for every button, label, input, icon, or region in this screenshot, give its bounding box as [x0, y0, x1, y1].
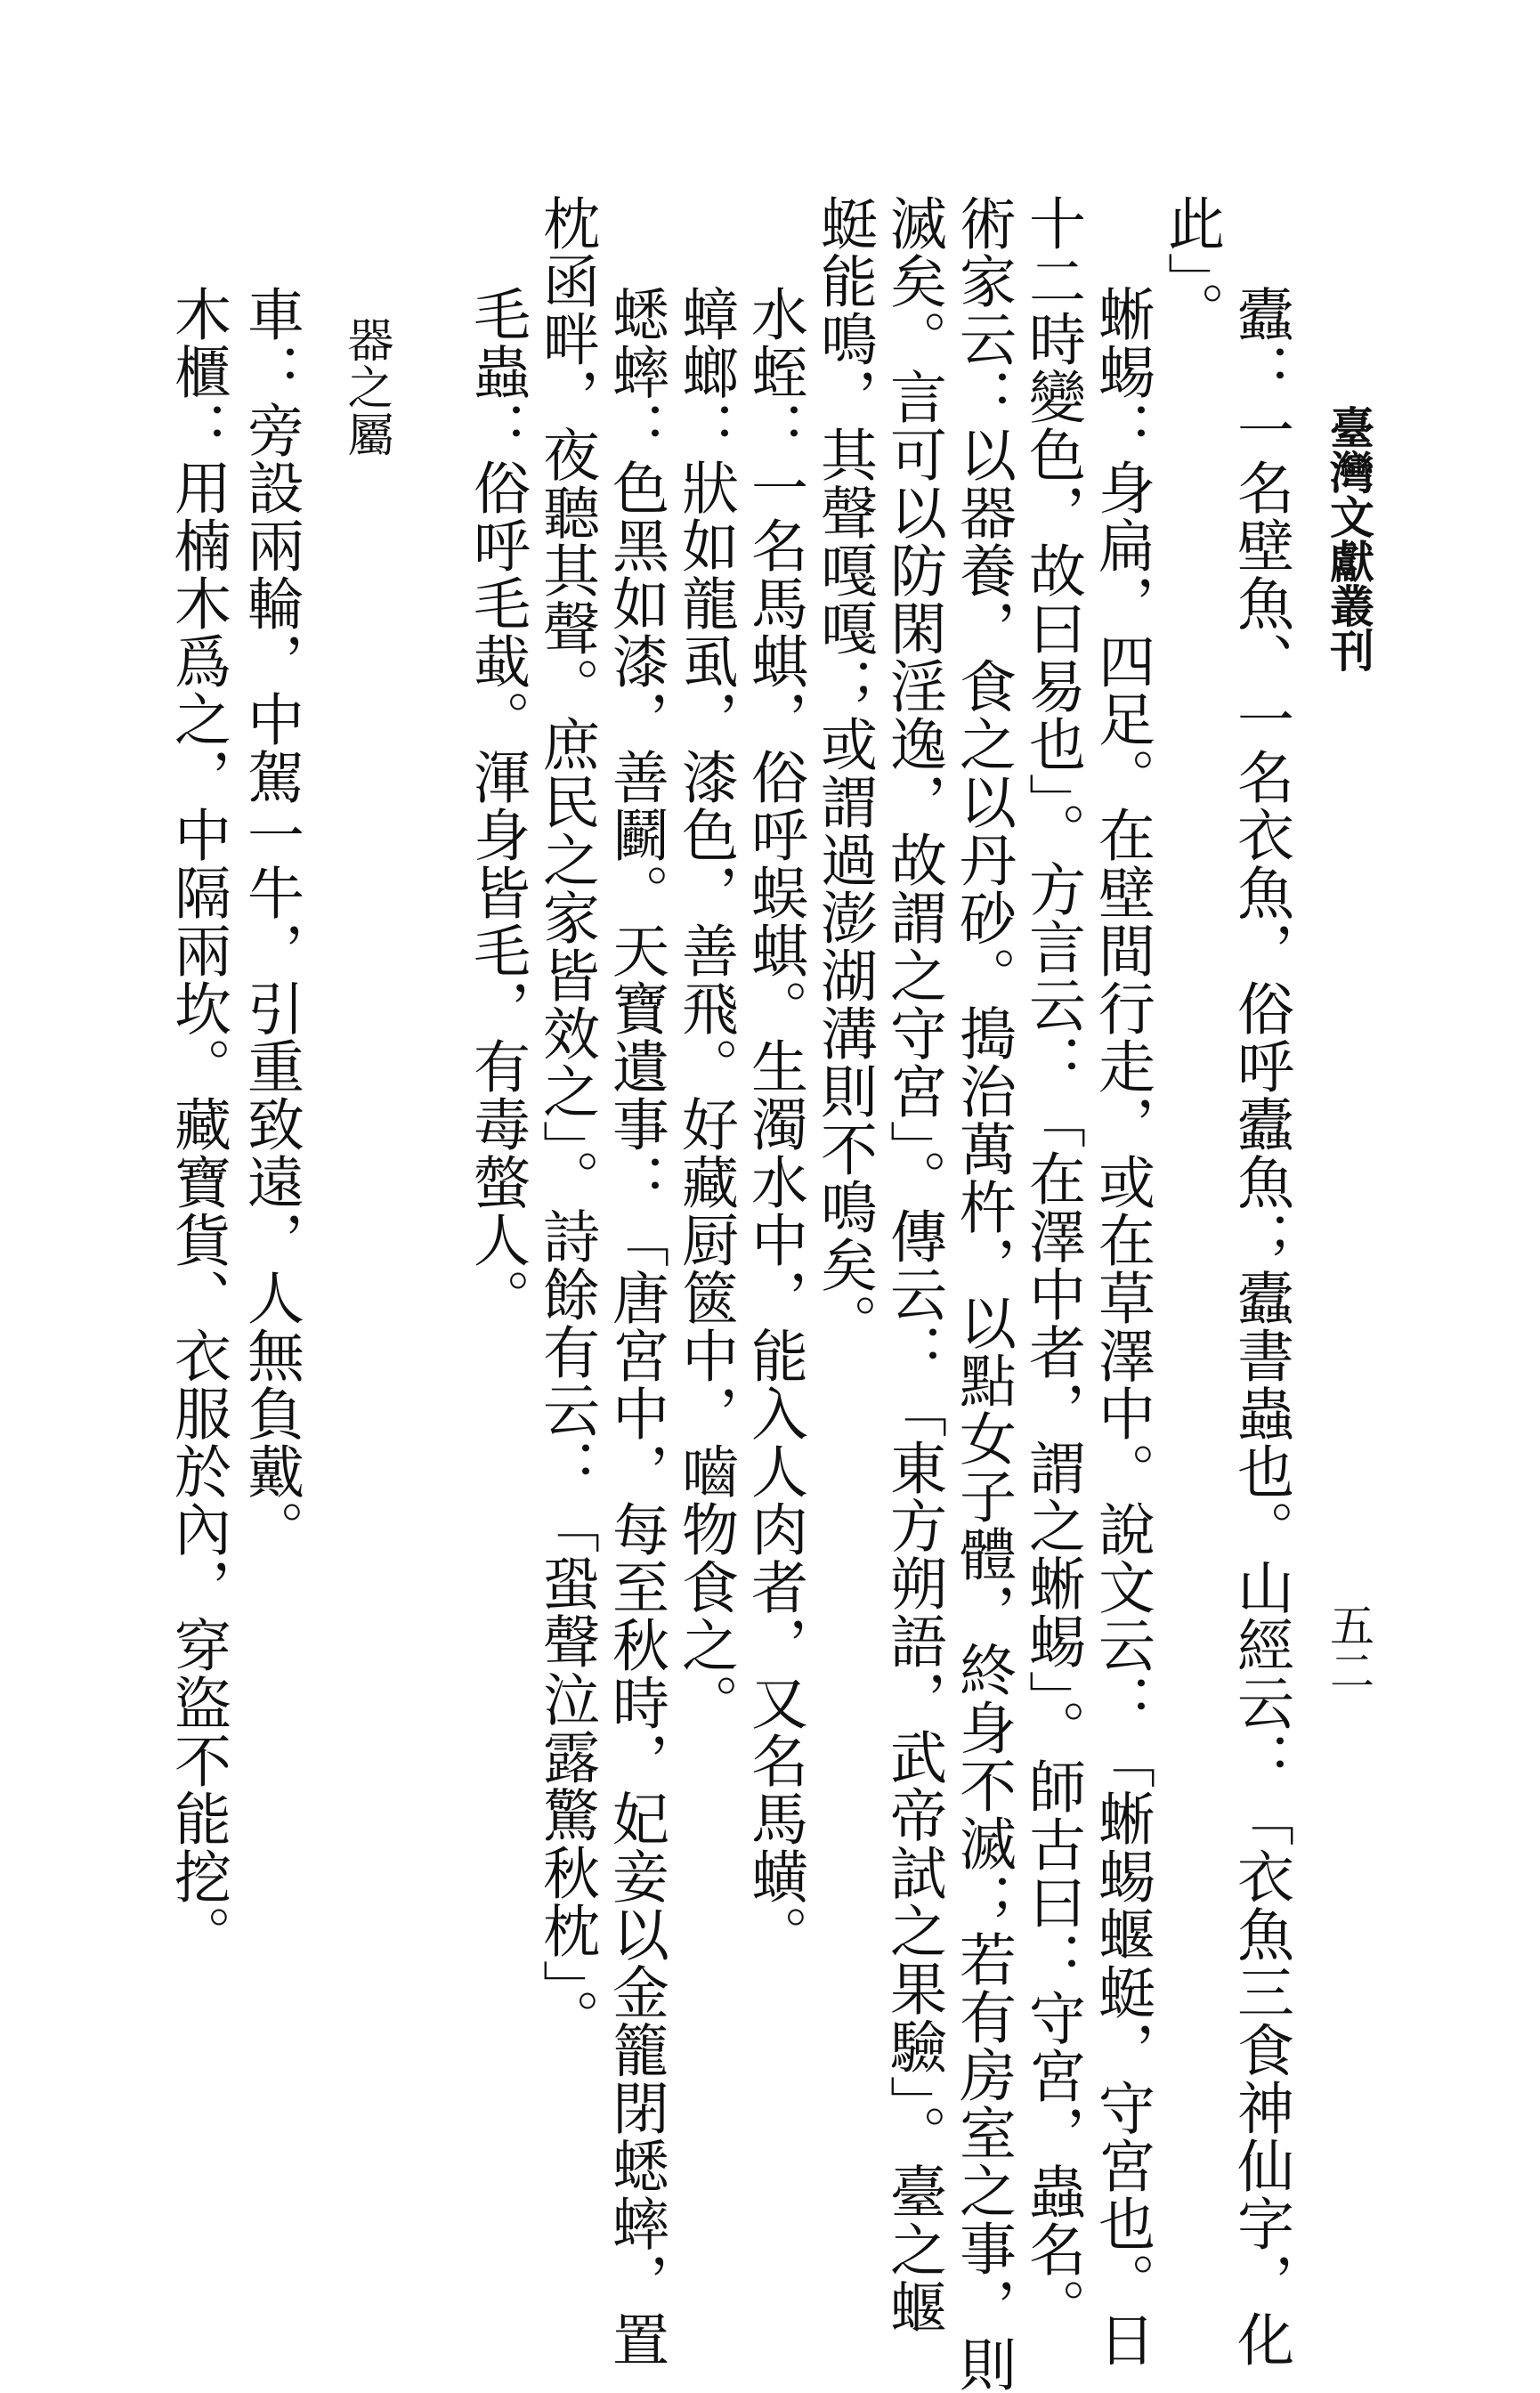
page-number: 五二 — [1323, 1602, 1374, 1693]
text-column: 蜥蜴：身扁，四足。在壁間行走，或在草澤中。說文云：「蜥蜴蝘蜓，守宮也。日 — [1089, 285, 1155, 2368]
text-column: 蜓能鳴，其聲嘎嘎；或謂過澎湖溝則不鳴矣。 — [811, 194, 877, 1351]
text-column: 術家云：以器養，食之以丹砂。搗治萬杵，以點女子體，終身不滅；若有房室之事，則 — [950, 194, 1016, 2393]
section-heading: 器之屬 — [339, 316, 393, 458]
text-column: 枕函畔，夜聽其聲。庶民之家皆效之」。詩餘有云：「蛩聲泣露驚秋枕」。 — [533, 194, 599, 2047]
text-column: 蟑螂：狀如龍虱，漆色，善飛。好藏厨篋中，嚙物食之。 — [672, 285, 738, 1732]
text-column: 滅矣。言可以防閑淫逸，故謂之守宮」。傳云：「東方朔語，武帝試之果驗」。臺之蝘 — [880, 194, 946, 2336]
text-column: 木櫃：用楠木爲之，中隔兩坎。藏寶貨、衣服於內，穿盜不能挖。 — [165, 285, 231, 1963]
text-column: 蟋蟀：色黑如漆，善鬬。天寶遺事：「唐宮中，每至秋時，妃妾以金籠閉蟋蟀，置 — [603, 285, 669, 2368]
text-column: 此」。 — [1158, 194, 1224, 339]
text-column: 水蛭：一名馬蜞，俗呼蜈蜞。生濁水中，能入人肉者，又名馬蟥。 — [742, 285, 807, 1963]
text-column: 毛蟲：俗呼毛蛓。渾身皆毛，有毒螫人。 — [464, 285, 530, 1326]
text-column: 蠹：一名壁魚、一名衣魚，俗呼蠹魚；蠹書蟲也。山經云：「衣魚三食神仙字，化 — [1228, 285, 1293, 2368]
text-column: 十二時變色，故曰易也」。方言云：「在澤中者，謂之蜥蜴」。師古曰：守宮，蟲名。 — [1019, 194, 1085, 2336]
text-column: 車：旁設兩輪，中駕一牛，引重致遠，人無負戴。 — [238, 285, 304, 1558]
book-title: 臺灣文獻叢刊 — [1323, 405, 1375, 672]
